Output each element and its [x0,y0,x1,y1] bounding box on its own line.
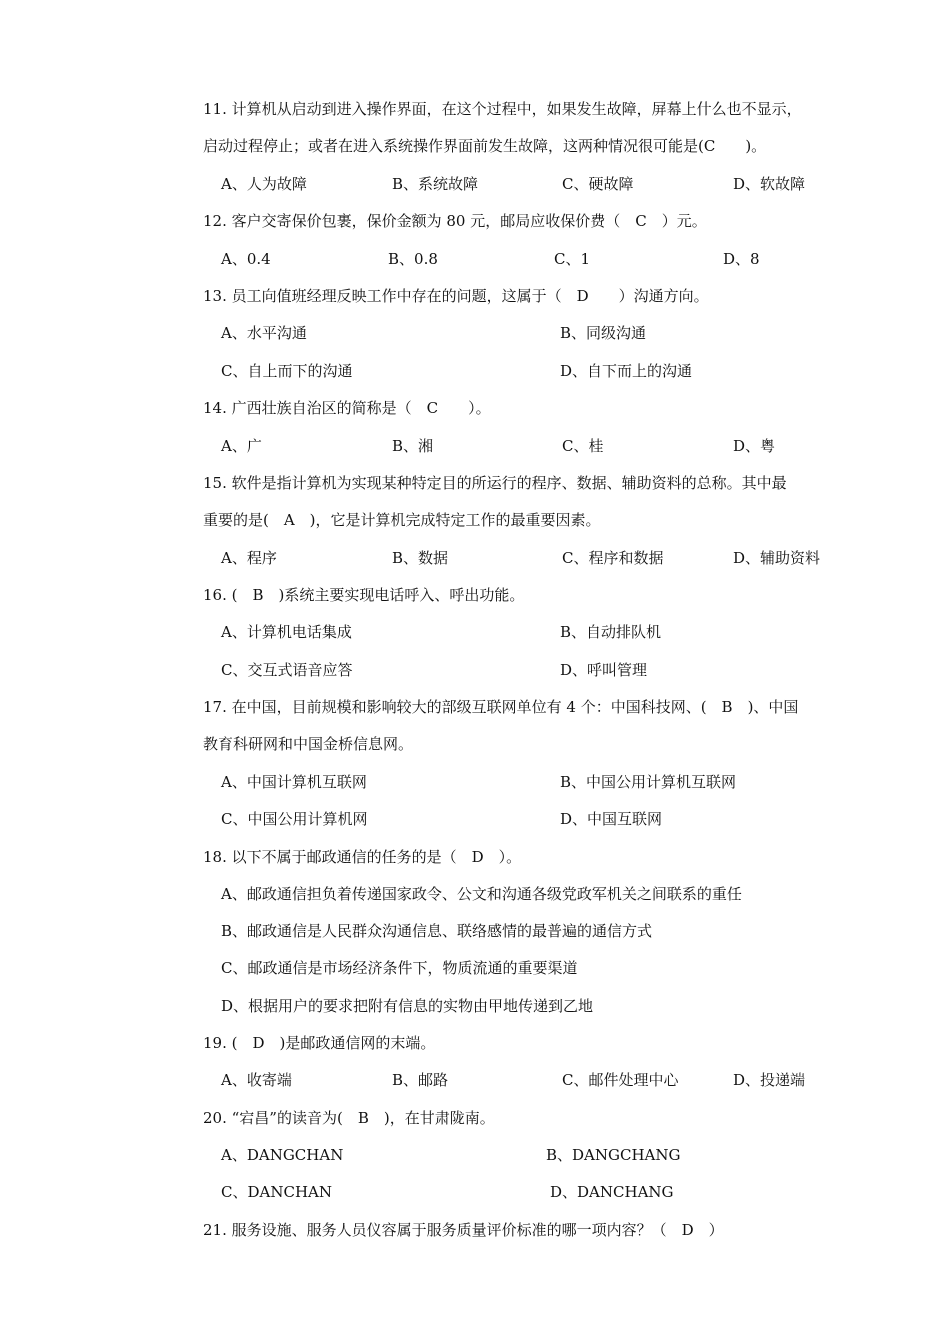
question-13-option-a: A、水平沟通 [221,324,307,342]
question-12-option-d: D、8 [723,250,760,268]
question-21-text: 21. 服务设施、服务人员仪容属于服务质量评价标准的哪一项内容？（ D ） [203,1221,724,1239]
question-14-text: 14. 广西壮族自治区的简称是（ C ）。 [203,399,491,417]
question-18-option-a: A、邮政通信担负着传递国家政令、公文和沟通各级党政军机关之间联系的重任 [221,885,742,903]
question-20-option-b: B、DANGCHANG [546,1146,681,1164]
question-19-option-d: D、投递端 [733,1071,806,1089]
question-19-option-b: B、邮路 [392,1071,449,1089]
question-16-option-b: B、自动排队机 [560,623,662,641]
question-17-option-c: C、中国公用计算机网 [221,810,368,828]
question-13-option-b: B、同级沟通 [560,324,647,342]
question-20-option-c: C、DANCHAN [221,1183,332,1201]
question-16-text: 16. ( B )系统主要实现电话呼入、呼出功能。 [203,586,525,604]
question-17-option-a: A、中国计算机互联网 [221,773,367,791]
question-20-text: 20. “宕昌”的读音为( B )，在甘肃陇南。 [203,1109,495,1127]
question-20-option-d: D、DANCHANG [550,1183,674,1201]
question-13-option-c: C、自上而下的沟通 [221,362,353,380]
question-12-option-a: A、0.4 [221,250,271,268]
question-12-option-c: C、1 [554,250,591,268]
question-11-text: 11. 计算机从启动到进入操作界面，在这个过程中，如果发生故障，屏幕上什么也不显示， [203,100,802,118]
question-18-option-d: D、根据用户的要求把附有信息的实物由甲地传递到乙地 [221,997,594,1015]
question-15-text: 15. 软件是指计算机为实现某种特定目的所运行的程序、数据、辅助资料的总称。其中最 [203,474,787,492]
question-13-option-d: D、自下而上的沟通 [560,362,693,380]
question-15-text-cont: 重要的是( A )，它是计算机完成特定工作的最重要因素。 [203,511,601,529]
question-14-option-c: C、桂 [562,437,604,455]
question-18-text: 18. 以下不属于邮政通信的任务的是（ D ）。 [203,848,522,866]
question-15-option-c: C、程序和数据 [562,549,664,567]
question-17-text: 17. 在中国，目前规模和影响较大的部级互联网单位有 4 个：中国科技网、( B )、中国 [203,698,799,716]
question-16-option-c: C、交互式语音应答 [221,661,353,679]
question-11-text-cont: 启动过程停止；或者在进入系统操作界面前发生故障，这两种情况很可能是(C )。 [203,137,767,155]
question-17-option-d: D、中国互联网 [560,810,663,828]
question-20-option-a: A、DANGCHAN [221,1146,344,1164]
question-19-option-c: C、邮件处理中心 [562,1071,679,1089]
question-18-option-b: B、邮政通信是人民群众沟通信息、联络感情的最普遍的通信方式 [221,922,653,940]
question-11-option-c: C、硬故障 [562,175,634,193]
question-16-option-d: D、呼叫管理 [560,661,648,679]
question-14-option-a: A、广 [221,437,262,455]
question-15-option-b: B、数据 [392,549,449,567]
question-15-option-d: D、辅助资料 [733,549,821,567]
question-17-text-cont: 教育科研网和中国金桥信息网。 [203,735,414,753]
question-19-option-a: A、收寄端 [221,1071,292,1089]
question-14-option-b: B、湘 [392,437,434,455]
question-11-option-a: A、人为故障 [221,175,307,193]
question-18-option-c: C、邮政通信是市场经济条件下，物质流通的重要渠道 [221,959,578,977]
question-11-option-d: D、软故障 [733,175,806,193]
question-14-option-d: D、粤 [733,437,776,455]
question-11-option-b: B、系统故障 [392,175,479,193]
question-12-option-b: B、0.8 [388,250,438,268]
question-13-text: 13. 员工向值班经理反映工作中存在的问题，这属于（ D ）沟通方向。 [203,287,709,305]
question-15-option-a: A、程序 [221,549,277,567]
question-17-option-b: B、中国公用计算机互联网 [560,773,737,791]
question-16-option-a: A、计算机电话集成 [221,623,352,641]
question-12-text: 12. 客户交寄保价包裹，保价金额为 80 元，邮局应收保价费（ C ）元。 [203,212,707,230]
question-19-text: 19. ( D )是邮政通信网的末端。 [203,1034,436,1052]
